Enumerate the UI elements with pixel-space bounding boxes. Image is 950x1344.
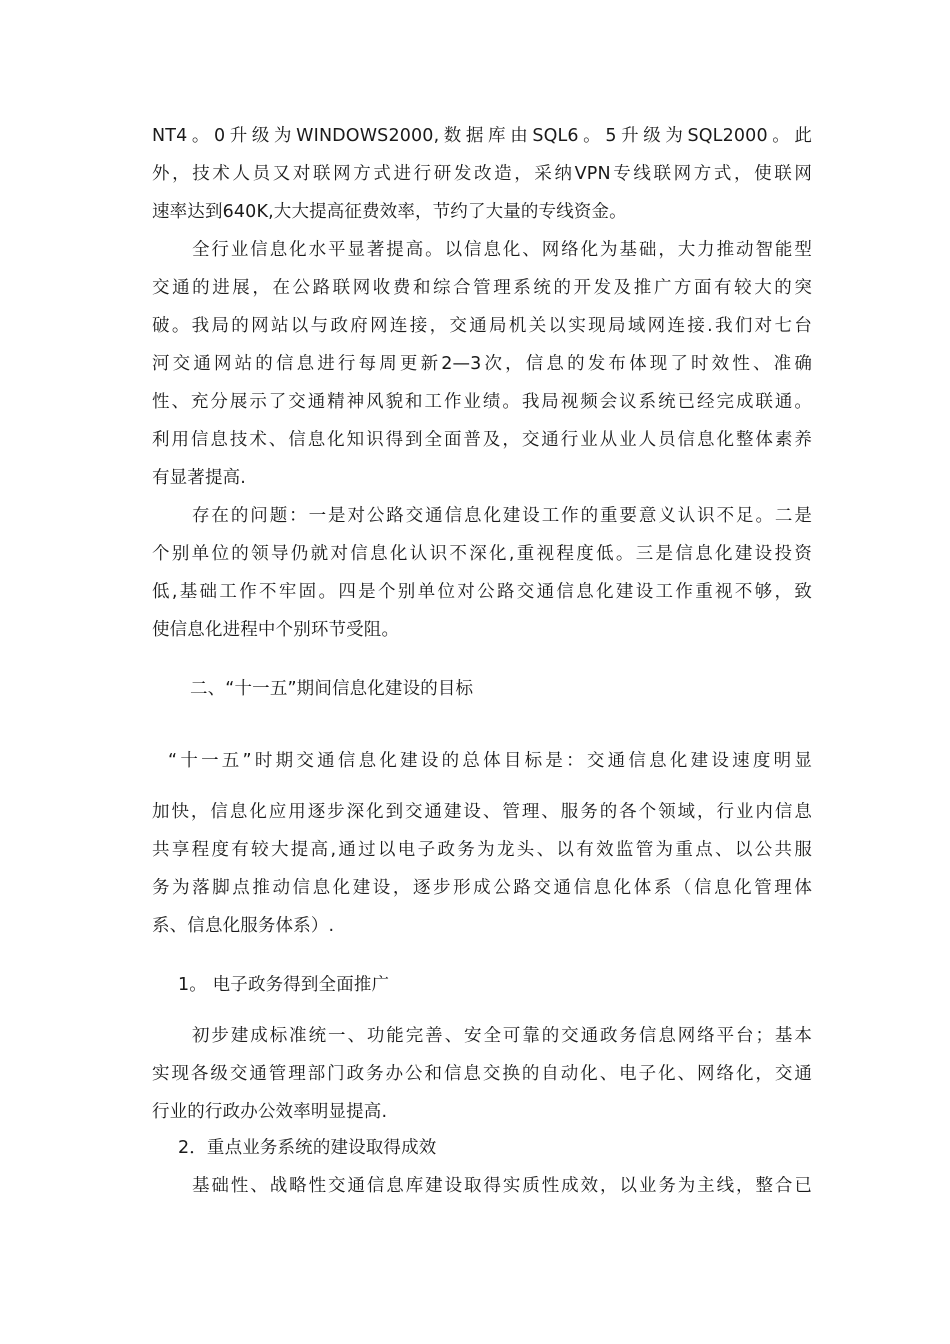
paragraph-line: “十一五”时期交通信息化建设的总体目标是：交通信息化建设速度明显 — [168, 751, 812, 771]
paragraph-line: 加快，信息化应用逐步深化到交通建设、管理、服务的各个领域，行业内信息 — [152, 802, 812, 822]
paragraph-line: 交通的进展，在公路联网收费和综合管理系统的开发及推广方面有较大的突 — [152, 278, 812, 298]
paragraph-line: 实现各级交通管理部门政务办公和信息交换的自动化、电子化、网络化，交通 — [152, 1064, 812, 1084]
paragraph-line: 破。我局的网站以与政府网连接，交通局机关以实现局域网连接.我们对七台 — [152, 316, 812, 336]
paragraph-line: 存在的问题：一是对公路交通信息化建设工作的重要意义认识不足。二是 — [192, 506, 812, 526]
subsection-heading: 1。 电子政务得到全面推广 — [178, 975, 390, 995]
paragraph-line: 使信息化进程中个别环节受阻。 — [152, 620, 400, 640]
paragraph-line: 有显著提高. — [152, 468, 246, 488]
paragraph-line: 基础性、战略性交通信息库建设取得实质性成效，以业务为主线，整合已 — [192, 1176, 812, 1196]
paragraph-line: 利用信息技术、信息化知识得到全面普及，交通行业从业人员信息化整体素养 — [152, 430, 812, 450]
paragraph-line: 务为落脚点推动信息化建设，逐步形成公路交通信息化体系（信息化管理体 — [152, 878, 812, 898]
paragraph-line: 初步建成标准统一、功能完善、安全可靠的交通政务信息网络平台；基本 — [192, 1026, 812, 1046]
paragraph-line: 河交通网站的信息进行每周更新2—3次，信息的发布体现了时效性、准确 — [152, 354, 812, 374]
paragraph-line: 性、充分展示了交通精神风貌和工作业绩。我局视频会议系统已经完成联通。 — [152, 392, 812, 412]
section-heading: 二、“十一五”期间信息化建设的目标 — [190, 679, 474, 699]
paragraph-line: NT4。0升级为WINDOWS2000,数据库由SQL6。5升级为SQL2000。此 — [152, 126, 812, 146]
paragraph-line: 个别单位的领导仍就对信息化认识不深化,重视程度低。三是信息化建设投资 — [152, 544, 812, 564]
paragraph-line: 行业的行政办公效率明显提高. — [152, 1102, 388, 1122]
paragraph-line: 共享程度有较大提高,通过以电子政务为龙头、以有效监管为重点、以公共服 — [152, 840, 812, 860]
subsection-heading: 2．重点业务系统的建设取得成效 — [178, 1138, 437, 1158]
paragraph-line: 全行业信息化水平显著提高。以信息化、网络化为基础，大力推动智能型 — [192, 240, 812, 260]
paragraph-line: 系、信息化服务体系）. — [152, 916, 335, 936]
paragraph-line: 低,基础工作不牢固。四是个别单位对公路交通信息化建设工作重视不够，致 — [152, 582, 812, 602]
paragraph-line: 速率达到640K,大大提高征费效率，节约了大量的专线资金。 — [152, 202, 627, 222]
paragraph-line: 外，技术人员又对联网方式进行研发改造，采纳VPN专线联网方式，使联网 — [152, 164, 812, 184]
